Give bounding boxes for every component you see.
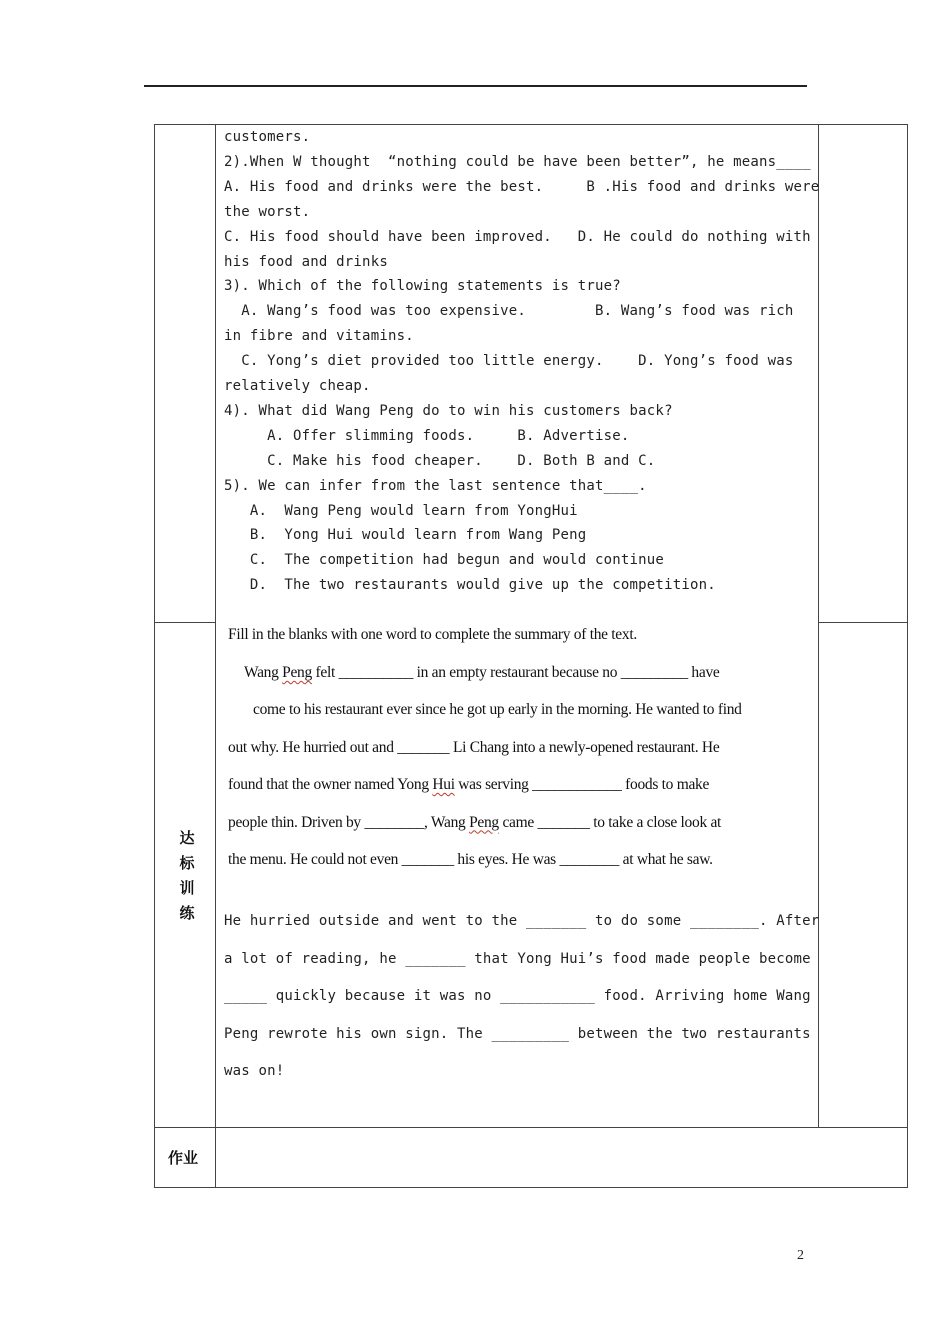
quiz-line: the worst. [224,203,311,220]
quiz-line: 3). Which of the following statements is true? [224,278,621,295]
quiz-line: in fibre and vitamins. [224,328,414,345]
quiz-line: C. His food should have been improved. D. He could do nothing with [224,228,811,245]
quiz-line: B. Yong Hui would learn from Wang Peng [224,527,587,544]
quiz-line: 2).When W thought “nothing could be have been better”, he means____ [224,153,811,170]
spellcheck-word: Peng [282,664,312,681]
quiz-line: relatively cheap. [224,378,371,394]
quiz-line: 4). What did Wang Peng do to win his customers back? [224,402,673,419]
summary-mono-line: _____ quickly because it was no ___________ food. Arriving home Wang [224,988,811,1004]
summary-instruction: Fill in the blanks with one word to complete the summary of the text. [228,626,637,643]
summary-line: out why. He hurried out and _______ Li Chang into a newly-opened restaurant. He [228,738,720,756]
training-label-char: 练 [179,904,195,922]
summary-line: Wang Peng felt __________ in an empty restaurant because no _________ have [244,664,720,681]
summary-line: the menu. He could not even _______ his eyes. He was ________ at what he saw. [228,851,713,868]
summary-mono-line: Peng rewrote his own sign. The _________ between the two restaurants [224,1025,811,1042]
row-divider-left [154,622,216,623]
quiz-line: D. The two restaurants would give up the competition. [224,577,716,594]
column-divider-left [215,124,216,1188]
summary-line: found that the owner named Yong Hui was serving ____________ foods to make [228,776,710,794]
page-number: 2 [797,1248,804,1263]
training-label-char: 训 [179,879,195,897]
quiz-line: C. Yong’s diet provided too little energy. D. Yong’s food was [224,353,794,370]
spellcheck-word: Peng [469,813,499,831]
quiz-line: A. Offer slimming foods. B. Advertise. [224,427,630,444]
row-divider-right [818,622,908,623]
training-label-char: 标 [179,854,195,872]
quiz-line: 5). We can infer from the last sentence that____. [224,477,647,494]
header-rule [144,85,807,87]
quiz-line: C. The competition had begun and would continue [224,552,665,569]
summary-mono-line: was on! [224,1063,285,1079]
column-divider-right [818,124,819,1127]
quiz-line: C. Make his food cheaper. D. Both B and C. [224,452,656,469]
quiz-line: A. Wang Peng would learn from YongHui [224,502,578,519]
quiz-line: A. Wang’s food was too expensive. B. Wang’s food was rich [224,303,794,320]
homework-label: 作业 [168,1149,199,1167]
summary-line: people thin. Driven by ________, Wang Peng came _______ to take a close look at [228,813,722,831]
quiz-line: customers. [224,129,311,145]
summary-mono-line: a lot of reading, he _______ that Yong Hui’s food made people become [224,950,811,967]
quiz-line: A. His food and drinks were the best. B .His food and drinks were [224,178,820,195]
summary-line: come to his restaurant ever since he got up early in the morning. He wanted to find [253,701,742,719]
training-label-char: 达 [179,829,195,847]
summary-mono-line: He hurried outside and went to the _______ to do some ________. After [224,913,820,929]
row-divider-homework [154,1127,908,1128]
spellcheck-word: Hui [432,776,455,794]
quiz-line: his food and drinks [224,253,388,270]
